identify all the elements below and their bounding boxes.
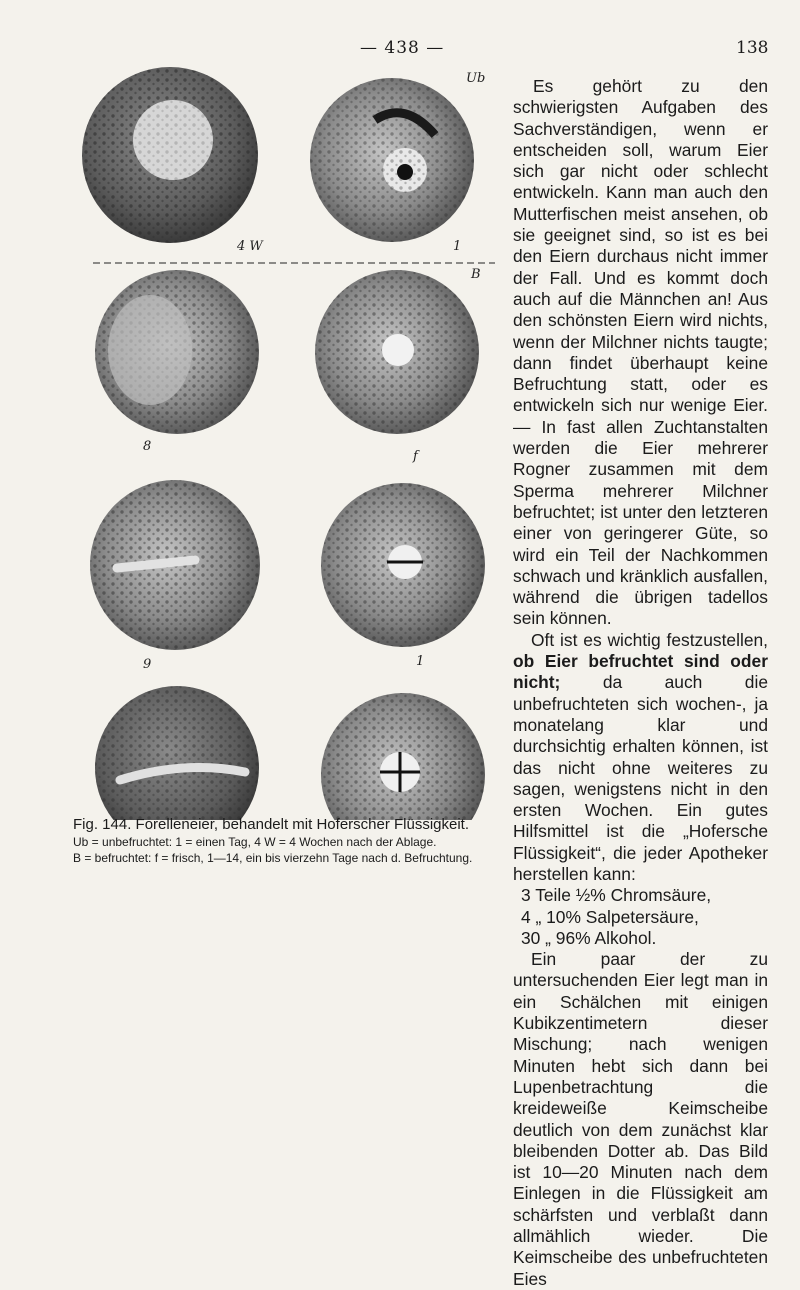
- egg-figure-svg: [75, 60, 505, 820]
- egg-figure-plate: [75, 60, 505, 820]
- label-ub: Ub: [466, 71, 486, 86]
- caption-title: Fig. 144. Forelleneier, behandelt mit Hoferscher Flüssigkeit.: [73, 816, 470, 833]
- egg-10: [95, 686, 259, 820]
- caption-legend-1: Ub = unbefruchtet: 1 = einen Tag, 4 W = 4 Wochen nach der Ablage.: [73, 835, 437, 849]
- paragraph-3: Ein paar der zu untersuchenden Eier legt man in ein Schälchen mit einigen Kubikzentimetern dieser Mischung; nach wenigen Minuten hebt sich dann bei Lupenbetrachtung die kreideweiße Keimscheibe deutlich von dem zunächst klar bleibenden Dotter ab. Das Bild ist 10—20 Minuten nach dem Einlegen in die Flüssigkeit am schärfsten und verblaßt dann allmählich wieder. Die Keimscheibe des unbefruchteten Eies: [513, 949, 768, 1289]
- page-number-center: — 438 —: [360, 38, 445, 58]
- egg-4w: [82, 67, 258, 243]
- paragraph-2-start: Oft ist es wichtig festzustellen,: [531, 629, 768, 650]
- label-b: B: [471, 267, 481, 282]
- egg-8: [95, 270, 259, 434]
- egg-2: [321, 693, 485, 820]
- body-text-column: [513, 76, 768, 1290]
- paragraph-1: Es gehört zu den schwierigsten Aufgaben des Sachverständigen, wenn er entscheiden soll, warum Eier sich gar nicht oder schlecht entwickeln. Kann man auch den Mutterfischen meist ansehen, ob sie geeignet sind, so ist es bei den Eiern durchaus nicht immer der Fall. Und es kommt doch auch auf die Männchen an! Aus den schönsten Eiern wird nichts, wenn der Milchner nichts taugte; dann findet überhaupt keine Befruchtung statt, oder es entwickeln sich nur wenige Eier. — In fast allen Zuchtanstalten werden die Eier mehrerer Rogner zusammen mit dem Sperma mehrerer Milchner befruchtet; ist unter den letzteren einer von geringerer Güte, so wird ein Teil der Nachkommen schwach und kränklich ausfallen, während die übrigen tadellos sein können.: [513, 76, 768, 629]
- formula-line-2: 4 „ 10% Salpetersäure,: [521, 906, 699, 927]
- figure-caption: [73, 816, 508, 865]
- paragraph-2-bold: ob Eier befruchtet sind oder nicht;: [513, 651, 768, 693]
- label-4w: 4 W: [237, 239, 263, 254]
- label-1a: 1: [453, 239, 462, 254]
- formula-line-1: 3 Teile ½% Chromsäure,: [521, 885, 712, 906]
- formula-line-3: 30 „ 96% Alkohol.: [521, 927, 657, 948]
- label-f: f: [413, 449, 418, 464]
- label-9: 9: [143, 657, 152, 672]
- egg-1: [321, 483, 485, 647]
- label-1b: 1: [416, 654, 425, 669]
- paragraph-2: [513, 630, 768, 886]
- page-number-right: 138: [736, 38, 769, 58]
- label-8: 8: [143, 439, 152, 454]
- paragraph-2-end: da auch die unbefruchteten sich wochen-, ja monatelang klar und durchsichtig erhalten können, ist das nicht ohne weiteres zu sagen, wenigstens nicht in den ersten Wochen. Ein gutes Hilfsmittel ist die „Hofersche Flüssigkeit“, die jeder Apotheker herstellen kann:: [513, 672, 768, 884]
- egg-b-f: [315, 270, 479, 434]
- egg-ub-1: [310, 78, 474, 242]
- caption-legend-2: B = befruchtet: f = frisch, 1—14, ein bis vierzehn Tage nach d. Befruchtung.: [73, 851, 473, 865]
- egg-9: [90, 480, 260, 650]
